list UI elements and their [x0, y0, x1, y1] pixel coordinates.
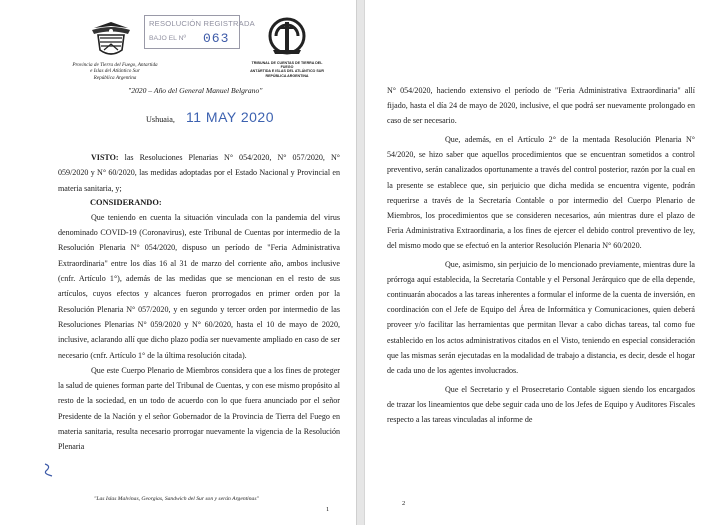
tribunal-text [245, 61, 329, 78]
document-body-left [58, 150, 340, 455]
paragraph: Que el Secretario y el Prosecretario Contable siguen siendo los encargados de trazar los lineamientos que debe seguir cada uno de los Jefes de Equipo y Auditores Fiscales respecto a las tareas vinculadas al informe de [387, 384, 695, 424]
stamp-title: RESOLUCIÓN REGISTRADA [149, 19, 255, 28]
year-motto: "2020 – Año del General Manuel Belgrano" [128, 86, 263, 95]
registration-stamp [144, 15, 255, 49]
tribunal-logo-icon [259, 16, 315, 58]
date-stamp: 11 MAY 2020 [186, 109, 275, 125]
footer-motto: "Las Islas Malvinas, Georgias, Sandwich del Sur son y serán Argentinas" [94, 496, 259, 502]
page-number: 1 [326, 506, 330, 513]
institution-line: República Argentina [93, 74, 137, 81]
considerando-heading: CONSIDERANDO: [90, 197, 162, 207]
institution-line: e Islas del Atlántico Sur [90, 68, 140, 75]
tribunal-line: REPÚBLICA ARGENTINA [265, 73, 309, 78]
paragraph: Que, además, en el Artículo 2° de la mentada Resolución Plenaria N° 54/2020, se hizo saber que aquellos procedimientos que se encuentran sometidos a control preventivo, serán canalizados oportunamente a través del control posterior, razón por la cual en la presente se establece que, sin perjuicio que dicha medida se encuentra vigente, podrán requerirse a través de la Secretaría Contable o por intermedio del Cuerpo Plenario de Miembros, los procedimientos que se consideren necesarios, aún mientras dure el plazo de Feria Administrativa Extraordinaria, a los fines de ejercer el debido control preventivo de ley, del mismo modo que se efectuó en la anterior Resolución Plenaria N° 60/2020. [387, 135, 695, 250]
initial-mark-icon [42, 463, 54, 477]
city-label: Ushuaia, [146, 115, 175, 124]
page-gutter [357, 0, 364, 525]
paragraph: Que, asimismo, sin perjuicio de lo mencionado previamente, mientras dure la prórroga aquí establecida, la Secretaría Contable y el Personal Jerárquico que de ella depende, continuarán abocados a las tareas inherentes a formular el informe de la cuenta de inversión, en coordinación con el Jefe de Equipo del Área de Informática y Comunicaciones, quien deberá proveer y/o facilitar las herramientas que permitan llevar a cabo dichas tareas, tal como fue establecido en los actos administrativos citados en el Visto, teniendo en especial consideración que las mismas serán ejecutadas en la modalidad de trabajo a distancia, es decir, desde el hogar de cada uno de los agentes involucrados. [387, 260, 695, 375]
stamp-number: 063 [203, 31, 230, 46]
stamp-row-label: BAJO EL Nº [149, 35, 186, 42]
tribunal-line: ANTÁRTIDA E ISLAS DEL ATLÁNTICO SUR [250, 69, 324, 74]
paragraph: Que este Cuerpo Plenario de Miembros considera que a los fines de proteger la salud de quienes forman parte del Tribunal de Cuentas, y con ese mismo propósito al resto de la sociedad, en un todo de acuerdo con lo que fuera anunciado por el señor Presidente de la Nación y el señor Gobernador de la Provincia de Tierra del Fuego en materia sanitaria, resulta necesario prorrogar nuevamente la vigencia de la Resolución Plenaria [58, 365, 340, 452]
institution-line: Provincia de Tierra del Fuego, Antartida [72, 62, 158, 68]
provincial-crest-icon [88, 20, 134, 60]
document-page-2 [364, 0, 710, 525]
visto-text: las Resoluciones Plenarias N° 054/2020, N° 057/2020, N° 059/2020 y N° 60/2020, las medidas adoptadas por el Estado Nacional y Provincial en materia sanitaria, y; [58, 153, 340, 193]
tribunal-line: TRIBUNAL DE CUENTAS DE TIERRA DEL FUEGO [251, 61, 323, 70]
visto-label: VISTO: [91, 153, 119, 162]
institution-text [56, 62, 174, 81]
visto-paragraph [58, 150, 340, 196]
paragraph: Que teniendo en cuenta la situación vinculada con la pandemia del virus denominado COVID-19 (Coronavirus), este Tribunal de Cuentas por intermedio de la Resolución Plenaria N° 054/2020, dispuso un período de "Feria Administrativa Extraordinaria" entre los días 16 al 31 de marzo del corriente año, ambos inclusive (cnfr. Artículo 1°), además de las medidas que se mencionan en el resto de sus artículos, cuyos efectos y alcances fueron prorrogados en primer orden por la Resolución Plenaria N° 057/2020, y en segundo y tercer orden por intermedio de las Resoluciones Plenarias N° 059/2020 y N° 60/2020, hasta el 10 de mayo de 2020, inclusive, aclarando allí que dicho plazo podía ser nuevamente ampliado en caso de ser necesario (cnfr. Artículo 1° de la última resolución citada). [58, 212, 340, 360]
paragraph: N° 054/2020, haciendo extensivo el período de "Feria Administrativa Extraordinaria" allí fijado, hasta el día 24 de mayo de 2020, inclusive, el que podrá ser nuevamente prolongado en caso de ser necesario. [387, 86, 695, 126]
page-number: 2 [402, 500, 406, 507]
document-body-right [387, 83, 695, 427]
